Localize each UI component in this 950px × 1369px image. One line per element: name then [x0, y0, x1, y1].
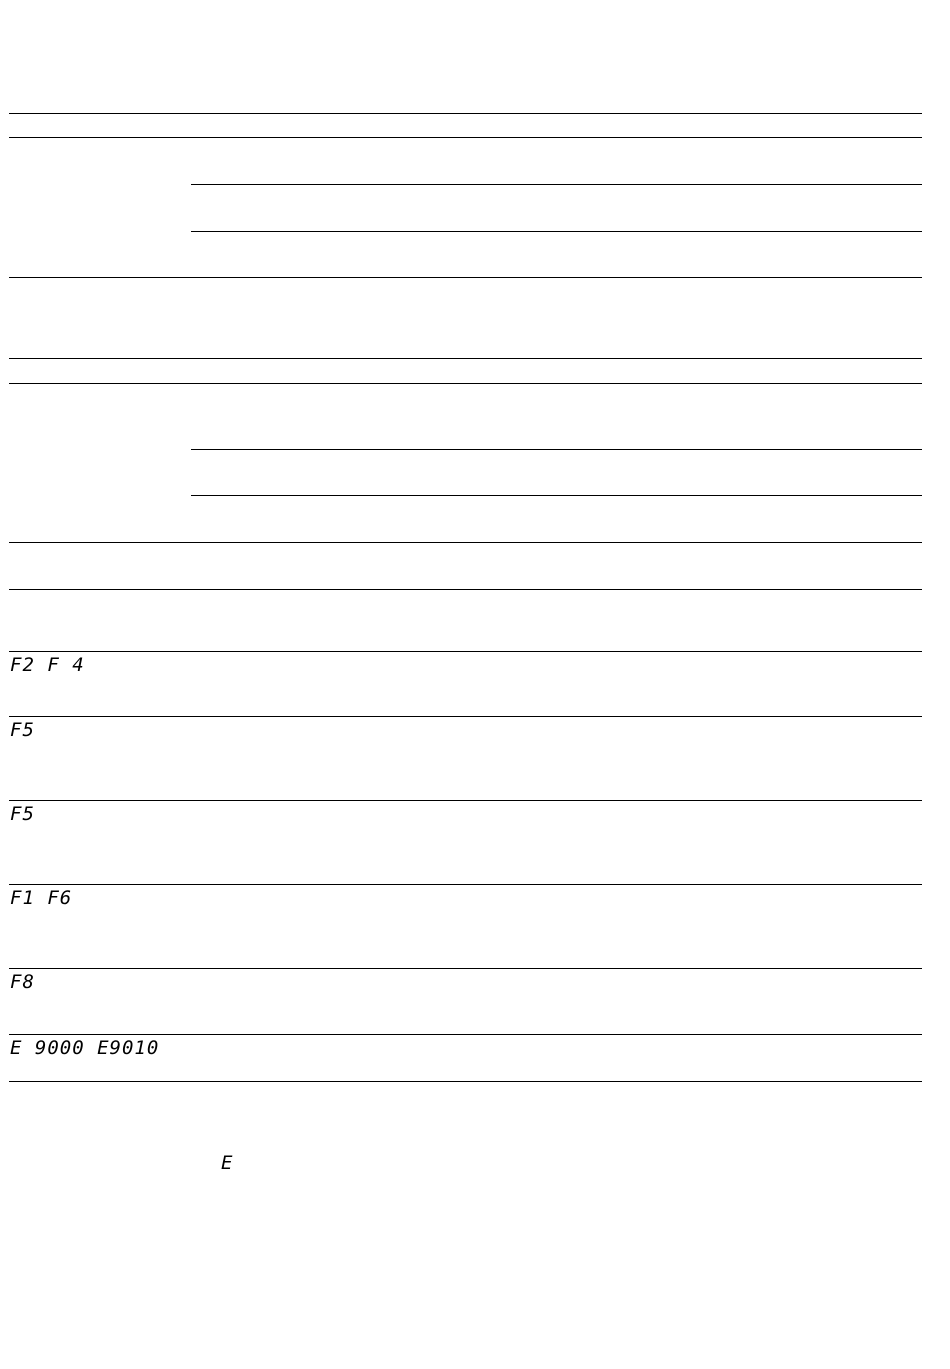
table-rule	[9, 137, 922, 138]
table-rule	[9, 589, 922, 590]
table-rule	[9, 651, 922, 652]
table-subrule	[191, 231, 922, 232]
table-rule	[9, 113, 922, 114]
error-code: F5	[10, 719, 35, 741]
footnote-display-glyph: E	[221, 1152, 233, 1174]
error-code: F5	[10, 803, 35, 825]
table-rule	[9, 968, 922, 969]
table-rule	[9, 277, 922, 278]
table-rule	[9, 358, 922, 359]
table-subrule	[191, 449, 922, 450]
table-rule	[9, 542, 922, 543]
table-rule	[9, 884, 922, 885]
error-code: F2 F 4	[10, 654, 85, 676]
table-rule	[9, 1081, 922, 1082]
table-rule	[9, 383, 922, 384]
table-subrule	[191, 184, 922, 185]
table-subrule	[191, 495, 922, 496]
table-rule	[9, 716, 922, 717]
table-rule	[9, 800, 922, 801]
table-rule	[9, 1034, 922, 1035]
error-code: E 9000 E9010	[10, 1037, 160, 1059]
error-code: F1 F6	[10, 887, 73, 909]
error-code: F8	[10, 971, 35, 993]
